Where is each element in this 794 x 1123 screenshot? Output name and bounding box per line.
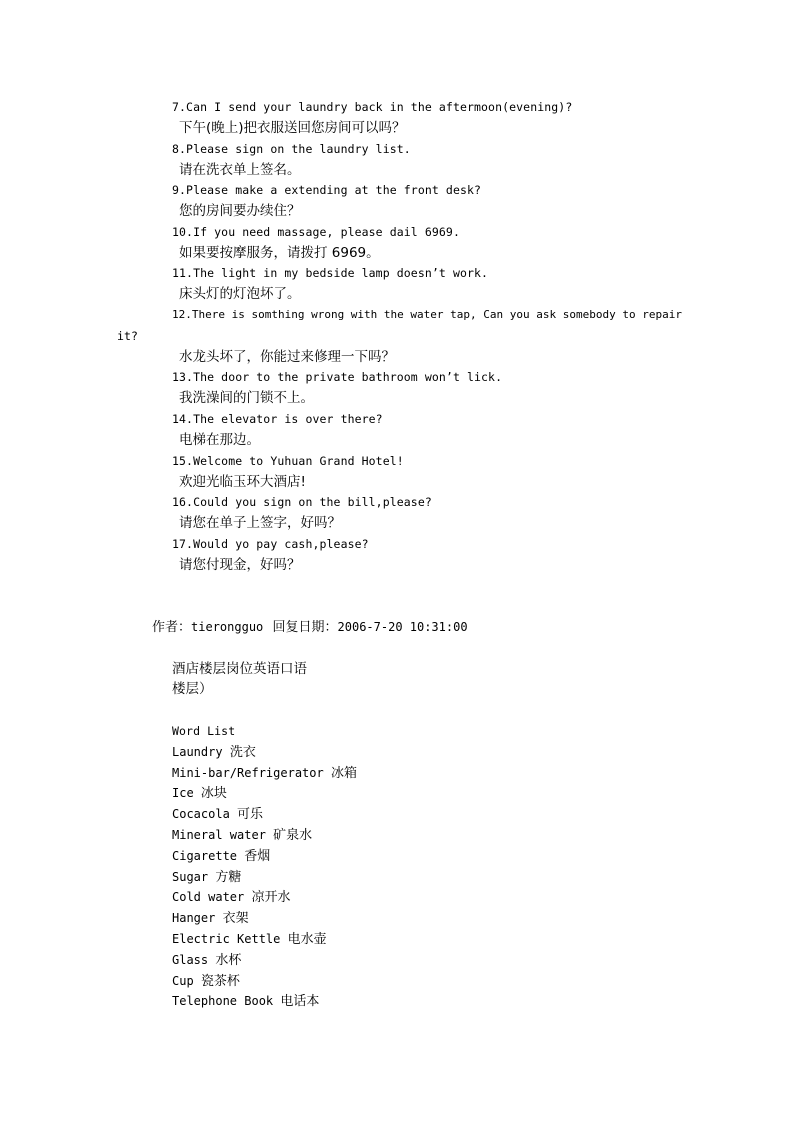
phrase-en-17: 17.Would yo pay cash,please? <box>172 537 369 551</box>
word-item: Electric Kettle 电水壶 <box>172 932 327 947</box>
phrase-zh-10: 如果要按摩服务，请拨打 6969。 <box>179 245 380 261</box>
date-label: 回复日期： <box>272 620 338 635</box>
phrase-en-8: 8.Please sign on the laundry list. <box>172 142 411 156</box>
word-item: Cigarette 香烟 <box>172 849 271 864</box>
word-list-heading: Word List <box>172 724 236 738</box>
word-item: Sugar 方糖 <box>172 870 242 885</box>
phrase-en-12: 12.There is somthing wrong with the water tap, Can you ask somebody to repair <box>172 308 682 321</box>
phrase-zh-14: 电梯在那边。 <box>179 432 260 448</box>
phrase-zh-11: 床头灯的灯泡坏了。 <box>179 286 301 302</box>
word-item: Cold water 凉开水 <box>172 890 291 905</box>
phrase-zh-9: 您的房间要办续住？ <box>179 203 301 219</box>
word-item: Cup 瓷茶杯 <box>172 974 240 989</box>
phrase-en-16: 16.Could you sign on the bill,please? <box>172 495 432 509</box>
phrase-en-14: 14.The elevator is over there? <box>172 412 383 426</box>
phrase-en-12-continuation: it? <box>117 329 139 343</box>
word-item: Mineral water 矿泉水 <box>172 828 313 843</box>
phrase-zh-8: 请在洗衣单上签名。 <box>179 162 301 178</box>
word-item: Telephone Book 电话本 <box>172 994 320 1009</box>
phrase-zh-13: 我洗澡间的门锁不上。 <box>179 390 314 406</box>
word-item: Hanger 衣架 <box>172 911 249 926</box>
phrase-en-9: 9.Please make a extending at the front desk? <box>172 183 482 197</box>
author-name: tierongguo <box>191 620 264 634</box>
phrase-en-10: 10.If you need massage, please dail 6969. <box>172 225 460 239</box>
word-item: Laundry 洗衣 <box>172 745 256 760</box>
word-item: Glass 水杯 <box>172 953 242 968</box>
word-item: Cocacola 可乐 <box>172 807 264 822</box>
phrase-zh-16: 请您在单子上签字，好吗？ <box>179 515 341 531</box>
section-title: 酒店楼层岗位英语口语 <box>172 661 307 677</box>
section-subtitle: 楼层） <box>172 681 213 697</box>
author-label: 作者： <box>152 620 192 635</box>
phrase-en-13: 13.The door to the private bathroom won’t lick. <box>172 370 503 384</box>
phrase-en-11: 11.The light in my bedside lamp doesn’t work. <box>172 266 489 280</box>
phrase-zh-17: 请您付现金，好吗？ <box>179 557 301 573</box>
phrase-zh-12: 水龙头坏了，你能过来修理一下吗？ <box>179 349 395 365</box>
reply-meta <box>152 619 468 636</box>
word-item: Ice 冰块 <box>172 786 227 801</box>
phrase-zh-15: 欢迎光临玉环大酒店! <box>179 474 306 490</box>
phrase-zh-7: 下午(晚上)把衣服送回您房间可以吗？ <box>179 120 406 136</box>
phrase-en-7: 7.Can I send your laundry back in the aftermoon(evening)? <box>172 100 573 114</box>
phrase-en-15: 15.Welcome to Yuhuan Grand Hotel! <box>172 454 404 468</box>
reply-date: 2006-7-20 10:31:00 <box>337 620 468 634</box>
word-item: Mini-bar/Refrigerator 冰箱 <box>172 766 357 781</box>
